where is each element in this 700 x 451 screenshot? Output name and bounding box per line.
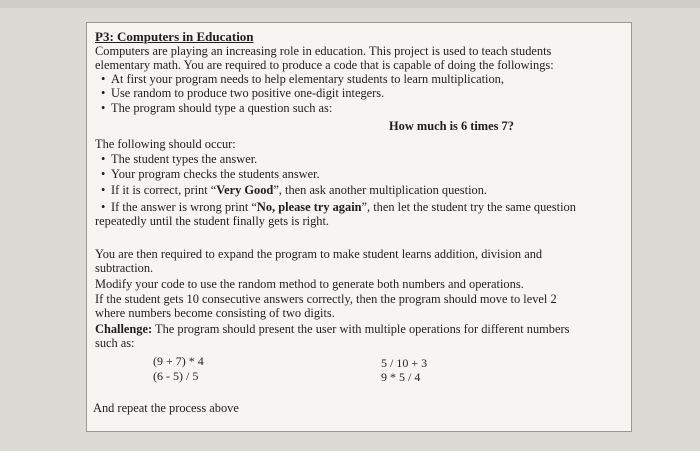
background-strip — [0, 0, 700, 8]
intro-line-1: Computers are playing an increasing role in education. This project is used to teach students — [95, 44, 552, 58]
expand-line-3: Modify your code to use the random method to generate both numbers and operations. — [95, 277, 524, 291]
intro-line-2: elementary math. You are required to produce a code that is capable of doing the followings: — [95, 58, 554, 72]
occur-continuation: repeatedly until the student finally gets is right. — [95, 214, 329, 228]
challenge-continuation: such as: — [95, 336, 135, 350]
occur-item: • Your program checks the students answer. — [101, 167, 320, 181]
step-item: • The program should type a question such as: — [101, 101, 332, 115]
formula-example: 9 * 5 / 4 — [381, 370, 421, 384]
step-item: • Use random to produce two positive one-digit integers. — [101, 86, 384, 100]
page-title: P3: Computers in Education — [95, 29, 254, 44]
occur-item: • If it is correct, print “Very Good”, then ask another multiplication question. — [101, 183, 487, 197]
challenge-label: Challenge: — [95, 322, 153, 336]
formula-example: 5 / 10 + 3 — [381, 356, 428, 370]
expand-line-1: You are then required to expand the program to make student learns addition, division and — [95, 247, 543, 261]
closing-line: And repeat the process above — [93, 401, 239, 415]
occur-heading: The following should occur: — [95, 137, 236, 151]
document-page — [86, 22, 632, 432]
example-question: How much is 6 times 7? — [389, 119, 514, 133]
expand-line-4: If the student gets 10 consecutive answers correctly, then the program should move to level 2 — [95, 292, 557, 306]
occur-item: • The student types the answer. — [101, 152, 257, 166]
formula-example: (6 - 5) / 5 — [153, 369, 199, 383]
challenge-line: Challenge: The program should present the user with multiple operations for different numbers — [95, 322, 570, 336]
step-item: • At first your program needs to help elementary students to learn multiplication, — [101, 72, 504, 86]
occur-item: • If the answer is wrong print “No, please try again”, then let the student try the same question — [101, 200, 576, 214]
expand-line-5: where numbers become consisting of two digits. — [95, 306, 335, 320]
formula-example: (9 + 7) * 4 — [153, 354, 204, 368]
expand-line-2: subtraction. — [95, 261, 154, 275]
